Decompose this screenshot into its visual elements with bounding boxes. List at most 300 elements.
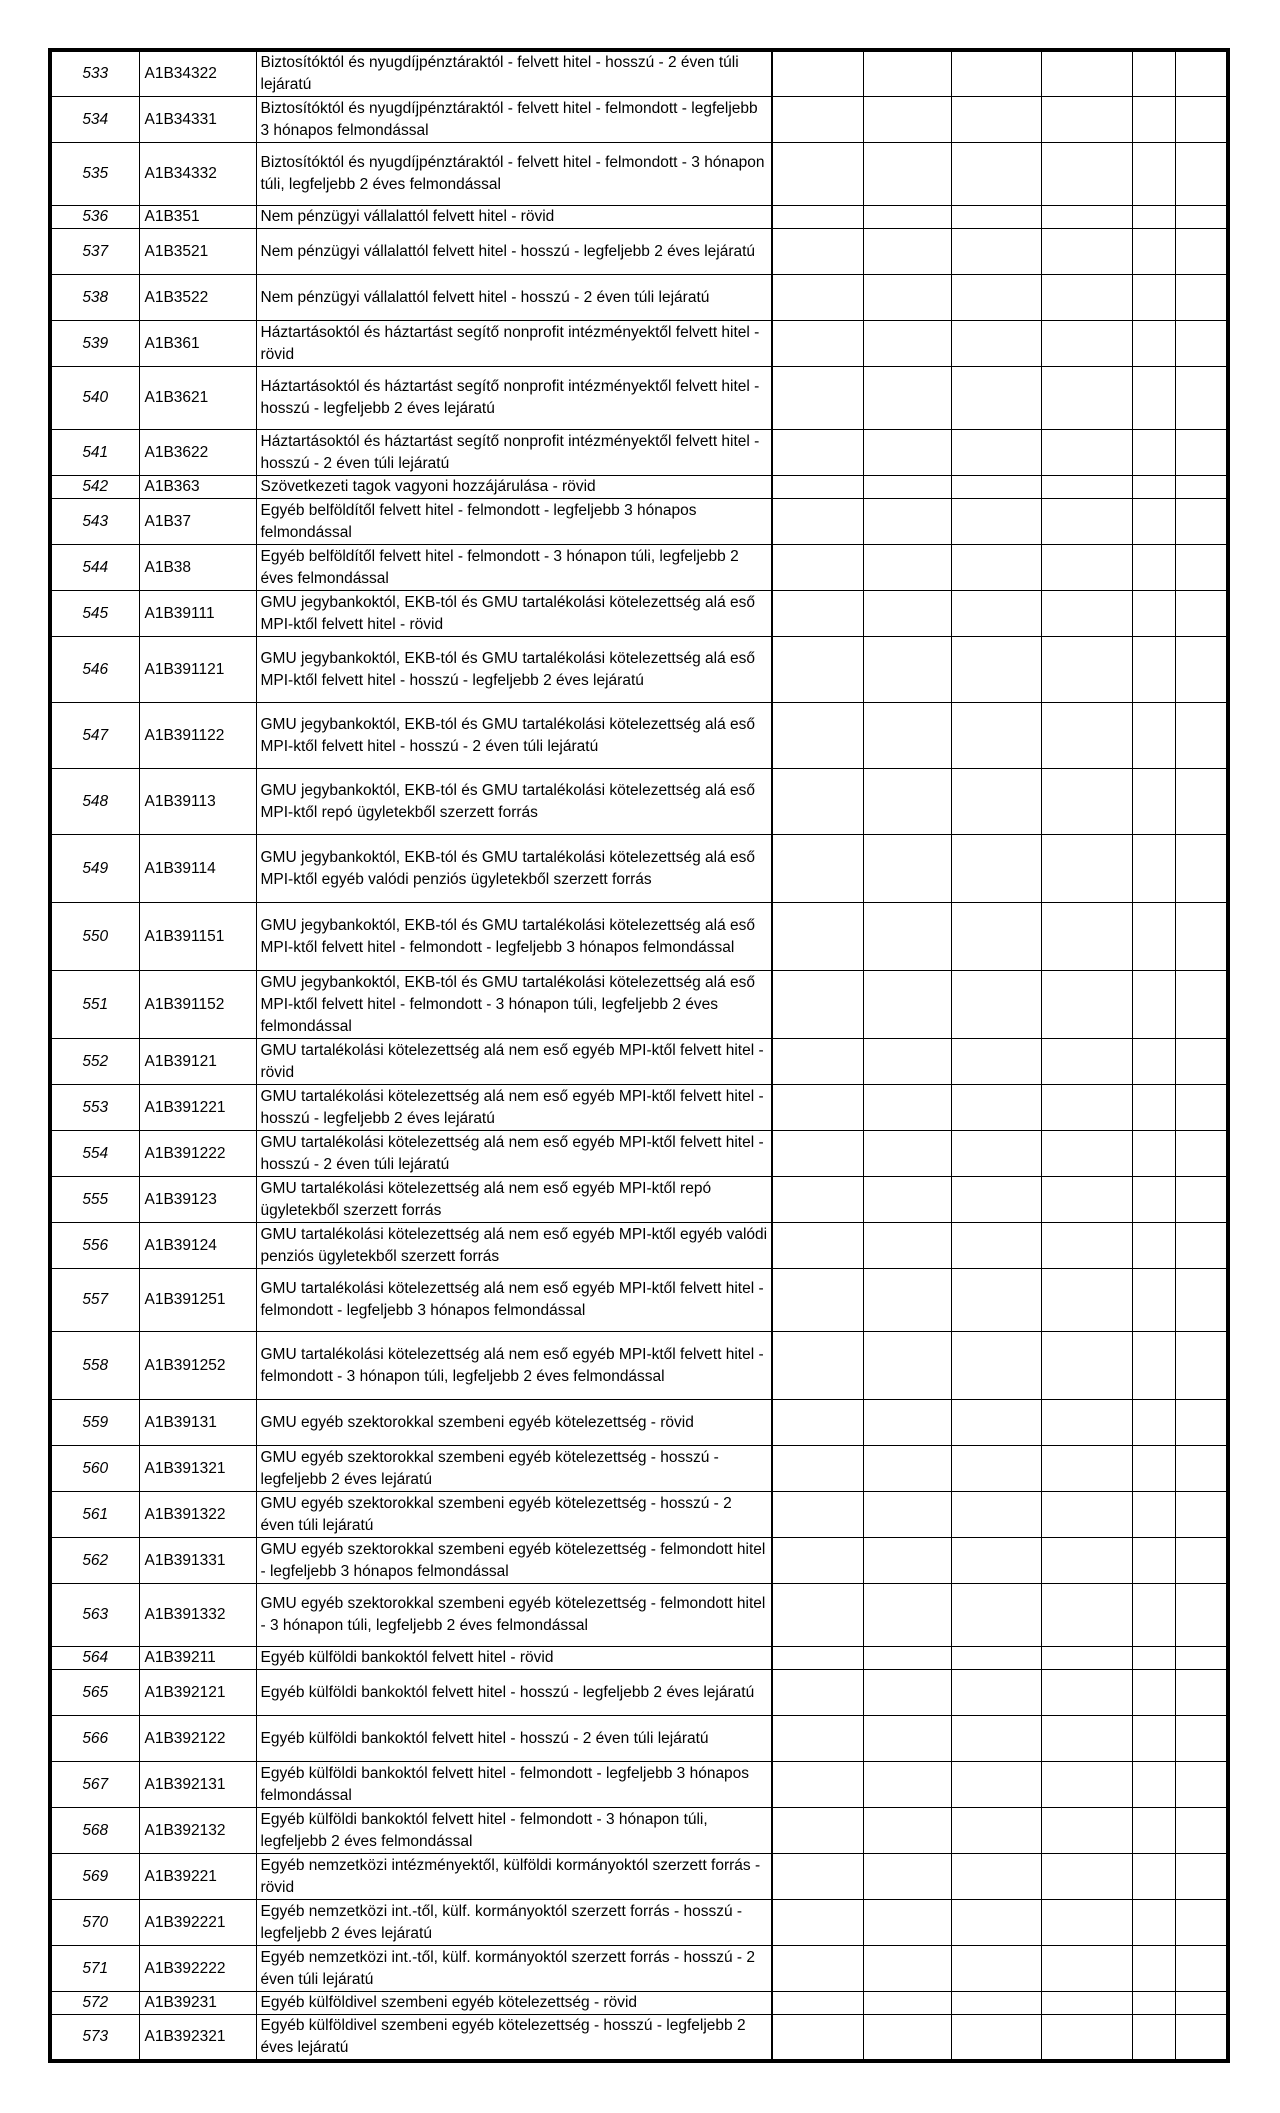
empty-value-cell[interactable]: [772, 545, 863, 591]
empty-value-cell[interactable]: [772, 1039, 863, 1085]
empty-value-cell[interactable]: [863, 1400, 951, 1446]
empty-value-cell[interactable]: [772, 1808, 863, 1854]
empty-value-cell[interactable]: [951, 637, 1041, 703]
row-code-cell: A1B39121: [139, 1039, 256, 1085]
empty-value-cell[interactable]: [863, 769, 951, 835]
empty-value-cell[interactable]: [772, 591, 863, 637]
table-row: [50, 321, 1228, 367]
empty-value-cell[interactable]: [951, 1946, 1041, 1992]
empty-value-cell[interactable]: [951, 835, 1041, 903]
empty-value-cell[interactable]: [863, 50, 951, 97]
table-row: [50, 1446, 1228, 1492]
empty-value-cell[interactable]: [1132, 275, 1175, 321]
empty-value-cell[interactable]: [863, 545, 951, 591]
empty-value-cell[interactable]: [1041, 1269, 1132, 1332]
empty-value-cell[interactable]: [772, 1762, 863, 1808]
table-row: [50, 1647, 1228, 1670]
empty-value-cell[interactable]: [951, 1716, 1041, 1762]
empty-value-cell[interactable]: [1132, 971, 1175, 1039]
row-number-cell: 563: [50, 1584, 139, 1647]
empty-value-cell[interactable]: [1041, 1332, 1132, 1400]
empty-value-cell[interactable]: [1132, 1992, 1175, 2015]
empty-value-cell[interactable]: [1041, 1854, 1132, 1900]
empty-value-cell[interactable]: [772, 1992, 863, 2015]
empty-value-cell[interactable]: [863, 1584, 951, 1647]
empty-value-cell[interactable]: [1132, 637, 1175, 703]
empty-value-cell[interactable]: [772, 1085, 863, 1131]
empty-value-cell[interactable]: [1132, 1946, 1175, 1992]
empty-value-cell[interactable]: [772, 1400, 863, 1446]
empty-value-cell[interactable]: [951, 1584, 1041, 1647]
empty-value-cell[interactable]: [863, 591, 951, 637]
row-code-cell: A1B39231: [139, 1992, 256, 2015]
empty-value-cell[interactable]: [1132, 1223, 1175, 1269]
empty-value-cell[interactable]: [951, 275, 1041, 321]
row-number-cell: 557: [50, 1269, 139, 1332]
empty-value-cell[interactable]: [772, 476, 863, 499]
empty-value-cell[interactable]: [951, 476, 1041, 499]
table-row: [50, 1039, 1228, 1085]
empty-value-cell[interactable]: [863, 430, 951, 476]
row-number-cell: 573: [50, 2015, 139, 2062]
empty-value-cell[interactable]: [863, 1039, 951, 1085]
empty-value-cell[interactable]: [1041, 367, 1132, 430]
empty-value-cell[interactable]: [951, 1269, 1041, 1332]
empty-value-cell[interactable]: [772, 971, 863, 1039]
empty-value-cell[interactable]: [1175, 1946, 1228, 1992]
empty-value-cell[interactable]: [951, 1131, 1041, 1177]
empty-value-cell[interactable]: [1175, 1269, 1228, 1332]
empty-value-cell[interactable]: [951, 229, 1041, 275]
empty-value-cell[interactable]: [1132, 1492, 1175, 1538]
empty-value-cell[interactable]: [863, 476, 951, 499]
empty-value-cell[interactable]: [951, 1900, 1041, 1946]
empty-value-cell[interactable]: [1041, 1085, 1132, 1131]
empty-value-cell[interactable]: [1132, 476, 1175, 499]
empty-value-cell[interactable]: [951, 367, 1041, 430]
empty-value-cell[interactable]: [772, 637, 863, 703]
empty-value-cell[interactable]: [1132, 1900, 1175, 1946]
empty-value-cell[interactable]: [1132, 367, 1175, 430]
empty-value-cell[interactable]: [772, 206, 863, 229]
empty-value-cell[interactable]: [951, 206, 1041, 229]
empty-value-cell[interactable]: [951, 591, 1041, 637]
empty-value-cell[interactable]: [863, 1647, 951, 1670]
empty-value-cell[interactable]: [1175, 903, 1228, 971]
empty-value-cell[interactable]: [1041, 1538, 1132, 1584]
empty-value-cell[interactable]: [1175, 1900, 1228, 1946]
row-number-cell: 544: [50, 545, 139, 591]
empty-value-cell[interactable]: [1175, 1085, 1228, 1131]
empty-value-cell[interactable]: [863, 1854, 951, 1900]
empty-value-cell[interactable]: [772, 1946, 863, 1992]
row-code-cell: A1B3521: [139, 229, 256, 275]
empty-value-cell[interactable]: [1132, 1538, 1175, 1584]
empty-value-cell[interactable]: [1175, 143, 1228, 206]
empty-value-cell[interactable]: [772, 1223, 863, 1269]
empty-value-cell[interactable]: [772, 1269, 863, 1332]
empty-value-cell[interactable]: [863, 499, 951, 545]
row-description-cell: GMU tartalékolási kötelezettség alá nem eső egyéb MPI-ktől repó ügyletekből szerzett forrás: [256, 1177, 772, 1223]
table-row: [50, 1223, 1228, 1269]
empty-value-cell[interactable]: [863, 97, 951, 143]
empty-value-cell[interactable]: [1132, 1647, 1175, 1670]
empty-value-cell[interactable]: [1175, 1992, 1228, 2015]
empty-value-cell[interactable]: [772, 2015, 863, 2062]
empty-value-cell[interactable]: [1041, 1992, 1132, 2015]
row-number-cell: 551: [50, 971, 139, 1039]
empty-value-cell[interactable]: [1132, 1131, 1175, 1177]
empty-value-cell[interactable]: [1175, 769, 1228, 835]
empty-value-cell[interactable]: [1132, 769, 1175, 835]
table-row: [50, 229, 1228, 275]
empty-value-cell[interactable]: [772, 430, 863, 476]
empty-value-cell[interactable]: [1041, 1177, 1132, 1223]
empty-value-cell[interactable]: [1041, 1039, 1132, 1085]
empty-value-cell[interactable]: [1041, 275, 1132, 321]
empty-value-cell[interactable]: [1132, 97, 1175, 143]
empty-value-cell[interactable]: [1041, 97, 1132, 143]
empty-value-cell[interactable]: [1041, 637, 1132, 703]
empty-value-cell[interactable]: [863, 206, 951, 229]
empty-value-cell[interactable]: [1041, 499, 1132, 545]
empty-value-cell[interactable]: [1041, 1670, 1132, 1716]
empty-value-cell[interactable]: [1041, 769, 1132, 835]
empty-value-cell[interactable]: [951, 971, 1041, 1039]
empty-value-cell[interactable]: [951, 1854, 1041, 1900]
empty-value-cell[interactable]: [951, 1039, 1041, 1085]
empty-value-cell[interactable]: [1041, 1446, 1132, 1492]
empty-value-cell[interactable]: [1132, 1854, 1175, 1900]
table-row: [50, 1992, 1228, 2015]
table-row: [50, 97, 1228, 143]
empty-value-cell[interactable]: [951, 50, 1041, 97]
empty-value-cell[interactable]: [1041, 2015, 1132, 2062]
empty-value-cell[interactable]: [1175, 1446, 1228, 1492]
empty-value-cell[interactable]: [1132, 703, 1175, 769]
empty-value-cell[interactable]: [772, 143, 863, 206]
empty-value-cell[interactable]: [1041, 1131, 1132, 1177]
empty-value-cell[interactable]: [1175, 835, 1228, 903]
empty-value-cell[interactable]: [1175, 1223, 1228, 1269]
empty-value-cell[interactable]: [951, 499, 1041, 545]
empty-value-cell[interactable]: [1132, 1716, 1175, 1762]
empty-value-cell[interactable]: [1175, 1808, 1228, 1854]
empty-value-cell[interactable]: [772, 1900, 863, 1946]
empty-value-cell[interactable]: [1175, 1177, 1228, 1223]
empty-value-cell[interactable]: [863, 637, 951, 703]
empty-value-cell[interactable]: [1132, 1584, 1175, 1647]
row-description-cell: Háztartásoktól és háztartást segítő nonprofit intézményektől felvett hitel - rövid: [256, 321, 772, 367]
row-description-cell: GMU jegybankoktól, EKB-tól és GMU tartalékolási kötelezettség alá eső MPI-ktől egyéb valódi penziós ügyletekből szerzett forrás: [256, 835, 772, 903]
empty-value-cell[interactable]: [1175, 321, 1228, 367]
empty-value-cell[interactable]: [1132, 1039, 1175, 1085]
empty-value-cell[interactable]: [951, 1992, 1041, 2015]
empty-value-cell[interactable]: [1132, 499, 1175, 545]
empty-value-cell[interactable]: [863, 703, 951, 769]
empty-value-cell[interactable]: [1175, 1647, 1228, 1670]
empty-value-cell[interactable]: [1132, 430, 1175, 476]
empty-value-cell[interactable]: [951, 1670, 1041, 1716]
empty-value-cell[interactable]: [1041, 143, 1132, 206]
row-number-cell: 559: [50, 1400, 139, 1446]
empty-value-cell[interactable]: [1175, 430, 1228, 476]
row-description-cell: GMU tartalékolási kötelezettség alá nem eső egyéb MPI-ktől egyéb valódi penziós ügyletekből szerzett forrás: [256, 1223, 772, 1269]
empty-value-cell[interactable]: [1041, 1400, 1132, 1446]
empty-value-cell[interactable]: [1132, 1085, 1175, 1131]
empty-value-cell[interactable]: [1175, 229, 1228, 275]
empty-value-cell[interactable]: [951, 1223, 1041, 1269]
empty-value-cell[interactable]: [951, 1085, 1041, 1131]
table-row: [50, 1900, 1228, 1946]
empty-value-cell[interactable]: [772, 1538, 863, 1584]
empty-value-cell[interactable]: [863, 1900, 951, 1946]
empty-value-cell[interactable]: [772, 275, 863, 321]
empty-value-cell[interactable]: [1132, 1400, 1175, 1446]
empty-value-cell[interactable]: [863, 1538, 951, 1584]
empty-value-cell[interactable]: [1132, 50, 1175, 97]
empty-value-cell[interactable]: [772, 1177, 863, 1223]
table-row: [50, 1400, 1228, 1446]
empty-value-cell[interactable]: [951, 1538, 1041, 1584]
empty-value-cell[interactable]: [772, 1492, 863, 1538]
empty-value-cell[interactable]: [1132, 591, 1175, 637]
empty-value-cell[interactable]: [863, 367, 951, 430]
row-description-cell: Egyéb nemzetközi int.-től, külf. kormányoktól szerzett forrás - hosszú - legfeljebb 2 éves lejáratú: [256, 1900, 772, 1946]
empty-value-cell[interactable]: [863, 903, 951, 971]
empty-value-cell[interactable]: [1132, 143, 1175, 206]
empty-value-cell[interactable]: [1132, 545, 1175, 591]
empty-value-cell[interactable]: [951, 2015, 1041, 2062]
empty-value-cell[interactable]: [1175, 367, 1228, 430]
empty-value-cell[interactable]: [1175, 1332, 1228, 1400]
empty-value-cell[interactable]: [863, 1177, 951, 1223]
empty-value-cell[interactable]: [1175, 476, 1228, 499]
empty-value-cell[interactable]: [1132, 321, 1175, 367]
empty-value-cell[interactable]: [1041, 50, 1132, 97]
empty-value-cell[interactable]: [772, 367, 863, 430]
row-code-cell: A1B37: [139, 499, 256, 545]
empty-value-cell[interactable]: [1132, 835, 1175, 903]
row-code-cell: A1B361: [139, 321, 256, 367]
empty-value-cell[interactable]: [1041, 1716, 1132, 1762]
row-number-cell: 567: [50, 1762, 139, 1808]
empty-value-cell[interactable]: [772, 1131, 863, 1177]
row-description-cell: Egyéb külföldivel szembeni egyéb kötelezettség - hosszú - legfeljebb 2 éves lejáratú: [256, 2015, 772, 2062]
empty-value-cell[interactable]: [772, 903, 863, 971]
row-code-cell: A1B38: [139, 545, 256, 591]
row-code-cell: A1B34331: [139, 97, 256, 143]
row-number-cell: 558: [50, 1332, 139, 1400]
empty-value-cell[interactable]: [1175, 1716, 1228, 1762]
row-number-cell: 538: [50, 275, 139, 321]
empty-value-cell[interactable]: [1041, 206, 1132, 229]
empty-value-cell[interactable]: [1132, 1446, 1175, 1492]
empty-value-cell[interactable]: [1175, 1039, 1228, 1085]
empty-value-cell[interactable]: [1175, 1854, 1228, 1900]
empty-value-cell[interactable]: [1041, 1223, 1132, 1269]
row-description-cell: GMU jegybankoktól, EKB-tól és GMU tartalékolási kötelezettség alá eső MPI-ktől repó ügyletekből szerzett forrás: [256, 769, 772, 835]
empty-value-cell[interactable]: [772, 703, 863, 769]
empty-value-cell[interactable]: [863, 1492, 951, 1538]
empty-value-cell[interactable]: [1175, 1400, 1228, 1446]
table-row: [50, 367, 1228, 430]
empty-value-cell[interactable]: [1132, 903, 1175, 971]
empty-value-cell[interactable]: [863, 1670, 951, 1716]
empty-value-cell[interactable]: [951, 97, 1041, 143]
empty-value-cell[interactable]: [951, 703, 1041, 769]
row-number-cell: 547: [50, 703, 139, 769]
row-code-cell: A1B391332: [139, 1584, 256, 1647]
empty-value-cell[interactable]: [772, 499, 863, 545]
empty-value-cell[interactable]: [863, 275, 951, 321]
empty-value-cell[interactable]: [863, 1946, 951, 1992]
empty-value-cell[interactable]: [772, 1716, 863, 1762]
empty-value-cell[interactable]: [951, 1400, 1041, 1446]
empty-value-cell[interactable]: [1175, 637, 1228, 703]
row-number-cell: 545: [50, 591, 139, 637]
empty-value-cell[interactable]: [951, 903, 1041, 971]
empty-value-cell[interactable]: [772, 321, 863, 367]
empty-value-cell[interactable]: [951, 1492, 1041, 1538]
empty-value-cell[interactable]: [1175, 1670, 1228, 1716]
empty-value-cell[interactable]: [951, 143, 1041, 206]
empty-value-cell[interactable]: [1175, 499, 1228, 545]
empty-value-cell[interactable]: [1175, 275, 1228, 321]
empty-value-cell[interactable]: [1041, 1808, 1132, 1854]
row-description-cell: Egyéb külföldi bankoktól felvett hitel - hosszú - 2 éven túli lejáratú: [256, 1716, 772, 1762]
empty-value-cell[interactable]: [951, 1647, 1041, 1670]
empty-value-cell[interactable]: [951, 1446, 1041, 1492]
empty-value-cell[interactable]: [1175, 2015, 1228, 2062]
empty-value-cell[interactable]: [951, 545, 1041, 591]
table-row: [50, 1584, 1228, 1647]
empty-value-cell[interactable]: [1175, 1538, 1228, 1584]
empty-value-cell[interactable]: [863, 1992, 951, 2015]
empty-value-cell[interactable]: [772, 1584, 863, 1647]
empty-value-cell[interactable]: [772, 1854, 863, 1900]
empty-value-cell[interactable]: [1175, 545, 1228, 591]
empty-value-cell[interactable]: [1041, 1584, 1132, 1647]
empty-value-cell[interactable]: [863, 1808, 951, 1854]
empty-value-cell[interactable]: [951, 769, 1041, 835]
empty-value-cell[interactable]: [863, 1131, 951, 1177]
empty-value-cell[interactable]: [1041, 703, 1132, 769]
empty-value-cell[interactable]: [772, 769, 863, 835]
empty-value-cell[interactable]: [863, 1269, 951, 1332]
empty-value-cell[interactable]: [1132, 1808, 1175, 1854]
empty-value-cell[interactable]: [1041, 321, 1132, 367]
empty-value-cell[interactable]: [1041, 1762, 1132, 1808]
empty-value-cell[interactable]: [1041, 1900, 1132, 1946]
empty-value-cell[interactable]: [1132, 1332, 1175, 1400]
empty-value-cell[interactable]: [1175, 971, 1228, 1039]
row-number-cell: 556: [50, 1223, 139, 1269]
row-description-cell: GMU egyéb szektorokkal szembeni egyéb kötelezettség - felmondott hitel - 3 hónapon túli, legfeljebb 2 éves felmondással: [256, 1584, 772, 1647]
empty-value-cell[interactable]: [1132, 1269, 1175, 1332]
empty-value-cell[interactable]: [1132, 1670, 1175, 1716]
empty-value-cell[interactable]: [1041, 971, 1132, 1039]
row-number-cell: 539: [50, 321, 139, 367]
empty-value-cell[interactable]: [1175, 97, 1228, 143]
empty-value-cell[interactable]: [1041, 430, 1132, 476]
empty-value-cell[interactable]: [1132, 1762, 1175, 1808]
empty-value-cell[interactable]: [863, 1332, 951, 1400]
table-row: [50, 143, 1228, 206]
empty-value-cell[interactable]: [951, 321, 1041, 367]
empty-value-cell[interactable]: [772, 835, 863, 903]
table-row: [50, 275, 1228, 321]
empty-value-cell[interactable]: [1041, 903, 1132, 971]
empty-value-cell[interactable]: [1175, 1584, 1228, 1647]
row-code-cell: A1B34332: [139, 143, 256, 206]
empty-value-cell[interactable]: [863, 1446, 951, 1492]
empty-value-cell[interactable]: [863, 1085, 951, 1131]
empty-value-cell[interactable]: [951, 1762, 1041, 1808]
empty-value-cell[interactable]: [1132, 229, 1175, 275]
empty-value-cell[interactable]: [1041, 1647, 1132, 1670]
empty-value-cell[interactable]: [1132, 2015, 1175, 2062]
empty-value-cell[interactable]: [951, 1177, 1041, 1223]
row-number-cell: 542: [50, 476, 139, 499]
empty-value-cell[interactable]: [1175, 1131, 1228, 1177]
table-row: [50, 1492, 1228, 1538]
empty-value-cell[interactable]: [1175, 206, 1228, 229]
empty-value-cell[interactable]: [1175, 591, 1228, 637]
empty-value-cell[interactable]: [951, 430, 1041, 476]
empty-value-cell[interactable]: [863, 1762, 951, 1808]
empty-value-cell[interactable]: [1175, 1762, 1228, 1808]
empty-value-cell[interactable]: [1175, 703, 1228, 769]
row-code-cell: A1B39221: [139, 1854, 256, 1900]
empty-value-cell[interactable]: [1132, 1177, 1175, 1223]
empty-value-cell[interactable]: [863, 143, 951, 206]
empty-value-cell[interactable]: [863, 321, 951, 367]
empty-value-cell[interactable]: [863, 1223, 951, 1269]
empty-value-cell[interactable]: [1041, 1492, 1132, 1538]
empty-value-cell[interactable]: [772, 1670, 863, 1716]
empty-value-cell[interactable]: [772, 229, 863, 275]
empty-value-cell[interactable]: [772, 50, 863, 97]
empty-value-cell[interactable]: [772, 97, 863, 143]
empty-value-cell[interactable]: [772, 1446, 863, 1492]
empty-value-cell[interactable]: [1175, 50, 1228, 97]
data-table: [48, 48, 1230, 2063]
empty-value-cell[interactable]: [863, 1716, 951, 1762]
empty-value-cell[interactable]: [1041, 835, 1132, 903]
empty-value-cell[interactable]: [1132, 206, 1175, 229]
empty-value-cell[interactable]: [1041, 545, 1132, 591]
empty-value-cell[interactable]: [772, 1332, 863, 1400]
empty-value-cell[interactable]: [863, 2015, 951, 2062]
row-number-cell: 564: [50, 1647, 139, 1670]
empty-value-cell[interactable]: [863, 971, 951, 1039]
empty-value-cell[interactable]: [1175, 1492, 1228, 1538]
empty-value-cell[interactable]: [772, 1647, 863, 1670]
empty-value-cell[interactable]: [863, 229, 951, 275]
empty-value-cell[interactable]: [951, 1332, 1041, 1400]
empty-value-cell[interactable]: [951, 1808, 1041, 1854]
empty-value-cell[interactable]: [1041, 229, 1132, 275]
empty-value-cell[interactable]: [1041, 476, 1132, 499]
empty-value-cell[interactable]: [1041, 1946, 1132, 1992]
row-number-cell: 553: [50, 1085, 139, 1131]
empty-value-cell[interactable]: [863, 835, 951, 903]
row-number-cell: 552: [50, 1039, 139, 1085]
empty-value-cell[interactable]: [1041, 591, 1132, 637]
row-code-cell: A1B351: [139, 206, 256, 229]
table-row: [50, 903, 1228, 971]
